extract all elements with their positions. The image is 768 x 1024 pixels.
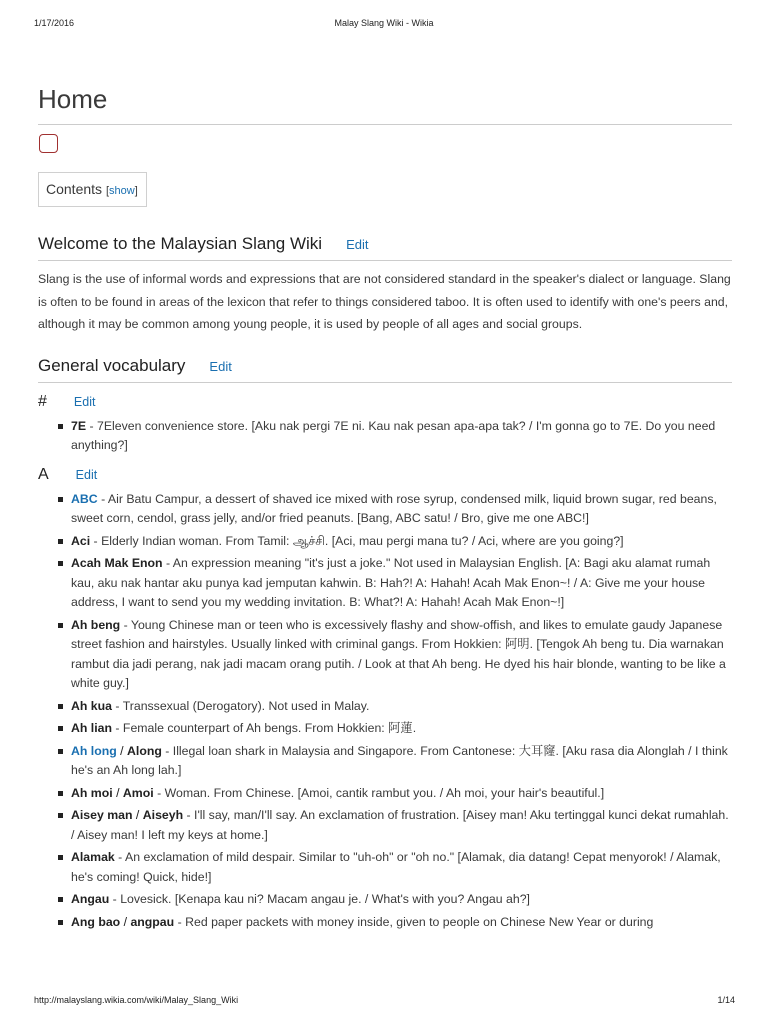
definition: - Transsexual (Derogatory). Not used in Malay. [112, 698, 370, 713]
edit-link[interactable]: Edit [75, 467, 98, 482]
definition: - Elderly Indian woman. From Tamil: ஆச்சி. [Aci, mau pergi mana tu? / Aci, where are you going?] [90, 533, 624, 548]
term: Aisey man [71, 808, 133, 822]
bullet-icon [58, 539, 63, 544]
term: Ah beng [71, 617, 121, 632]
list-item [38, 697, 732, 717]
print-title: Malay Slang Wiki - Wikia [334, 18, 434, 28]
edit-link[interactable]: Edit [346, 237, 369, 252]
definition: - Illegal loan shark in Malaysia and Singapore. From Cantonese: 大耳窿. [Aku rasa dia Alonglah / I think he's an Ah long lah.] [71, 743, 728, 777]
term-separator: / [112, 785, 123, 800]
edit-link[interactable]: Edit [73, 394, 96, 409]
list-item [38, 784, 732, 804]
term-alias: angpau [130, 914, 175, 929]
term-link[interactable]: ABC [71, 491, 98, 506]
bullet-icon [58, 497, 63, 502]
bullet-icon [58, 749, 63, 754]
definition: - An exclamation of mild despair. Similar to "uh-oh" or "oh no." [Alamak, dia datang! Cepat menyorok! / Alamak, he's coming! Quick, hide!] [71, 850, 721, 884]
bullet-icon [58, 813, 63, 818]
section-vocabulary-heading [38, 356, 732, 383]
list-item [38, 417, 732, 456]
toc-toggle [106, 185, 138, 197]
definition: - Woman. From Chinese. [Amoi, cantik rambut you. / Ah moi, your hair's beautiful.] [153, 785, 605, 800]
term: 7E [71, 418, 87, 433]
term-alias: Aiseyh [142, 808, 184, 822]
print-url: http://malayslang.wikia.com/wiki/Malay_Slang_Wiki [34, 995, 239, 1005]
term: Aci [71, 533, 91, 548]
checkbox-icon[interactable] [39, 134, 58, 153]
definition: - Lovesick. [Kenapa kau ni? Macam angau je. / What's with you? Angau ah?] [109, 892, 530, 906]
term: Ang bao [71, 914, 121, 929]
print-date: 1/17/2016 [34, 18, 75, 28]
term-alias: Amoi [122, 785, 154, 800]
term: Alamak [71, 850, 115, 864]
term: Ah lian [71, 721, 112, 735]
bullet-icon [58, 623, 63, 628]
definition: - Female counterpart of Ah bengs. From Hokkien: 阿蓮. [112, 721, 417, 735]
definition: - Air Batu Campur, a dessert of shaved ice mixed with rose syrup, condensed milk, liquid brown sugar, red beans, sweet corn, cendol, grass jelly, and/or fried peanuts. [Bang, ABC satu! / Bro, give me one ABC!] [71, 491, 717, 525]
list-item [38, 719, 732, 739]
definition: - An expression meaning "it's just a joke." Not used in Malaysian English. [A: Bagi aku alamat rumah kau, aku nak hantar aku punya kad jemputan kahwin. B: Hah?! A: Hahah! Acah Mak Enon~! / A: Give me your house address, I want to send you my wedding invitation. B: What?! A: Hahah! Acah Mak Enon~!] [71, 556, 711, 609]
toc-bracket-open: [ [105, 185, 109, 197]
term: Angau [71, 892, 110, 906]
definition: - Red paper packets with money inside, given to people on Chinese New Year or during [174, 914, 654, 929]
letter-heading [38, 393, 732, 411]
article-content [38, 80, 732, 935]
vocabulary-groups [38, 393, 732, 933]
print-page-number: 1/14 [717, 995, 735, 1005]
entry-list [38, 417, 732, 456]
toc-bracket-close: ] [134, 185, 138, 197]
definition: - Young Chinese man or teen who is excessively flashy and show-offish, and likes to emulate gaudy Japanese street fashion and hairstyles. Usually linked with criminal gangs. From Hokkien: 阿明. [Tengok Ah beng tu. Dia warnakan rambut dia jadi perang, nak jadi macam orang putih. / Look at that Ah beng. He dyed his hair blonde, wanting to be like a white guy.] [71, 617, 726, 690]
list-item [38, 848, 732, 887]
edit-link[interactable]: Edit [209, 358, 232, 374]
bullet-icon [58, 726, 63, 731]
bullet-icon [58, 424, 63, 429]
toc-label: Contents [46, 181, 103, 197]
bullet-icon [58, 897, 63, 902]
list-item [38, 890, 732, 910]
section-welcome-heading [38, 234, 732, 261]
bullet-icon [58, 704, 63, 709]
bullet-icon [58, 920, 63, 925]
definition: - I'll say, man/I'll say. An exclamation of frustration. [Aisey man! Aku tertinggal kunci dekat rumahlah. / Aisey man! I left my keys at home.] [71, 808, 729, 842]
term-alias: Along [127, 743, 162, 758]
bullet-icon [58, 561, 63, 566]
term: Acah Mak Enon [71, 556, 163, 570]
bullet-icon [58, 855, 63, 860]
list-item [38, 806, 732, 845]
term-separator: / [132, 808, 143, 822]
term: Ah moi [71, 785, 113, 800]
term-separator: / [120, 914, 131, 929]
list-item [38, 913, 732, 933]
page-title: Home [38, 80, 732, 125]
term: Ah kua [71, 698, 112, 713]
section-welcome-title: Welcome to the Malaysian Slang Wiki [38, 234, 323, 253]
bullet-icon [58, 791, 63, 796]
entry-list [38, 490, 732, 933]
list-item [38, 532, 732, 552]
section-vocabulary-title: General vocabulary [38, 355, 186, 375]
list-item [38, 554, 732, 613]
list-item [38, 616, 732, 694]
letter-heading [38, 466, 732, 484]
list-item [38, 490, 732, 529]
print-header [0, 18, 768, 30]
letter-label: # [38, 392, 47, 410]
welcome-paragraph: Slang is the use of informal words and expressions that are not considered standard in the speaker's dialect or language. Slang is often to be found in areas of the lexicon that refer to things considered taboo. It is often used to identify with one's peers and, although it may be common among young people, it is used by people of all ages and social groups. [38, 272, 731, 331]
definition: - 7Eleven convenience store. [Aku nak pergi 7E ni. Kau nak pesan apa-apa tak? / I'm gonna go to 7E. Do you need anything?] [71, 418, 716, 452]
table-of-contents [38, 172, 147, 207]
print-footer [0, 995, 768, 1007]
list-item [38, 742, 732, 781]
toc-show-link[interactable]: show [109, 185, 135, 197]
term-separator: / [116, 743, 128, 758]
term-link[interactable]: Ah long [71, 743, 117, 758]
letter-label: A [38, 465, 49, 483]
